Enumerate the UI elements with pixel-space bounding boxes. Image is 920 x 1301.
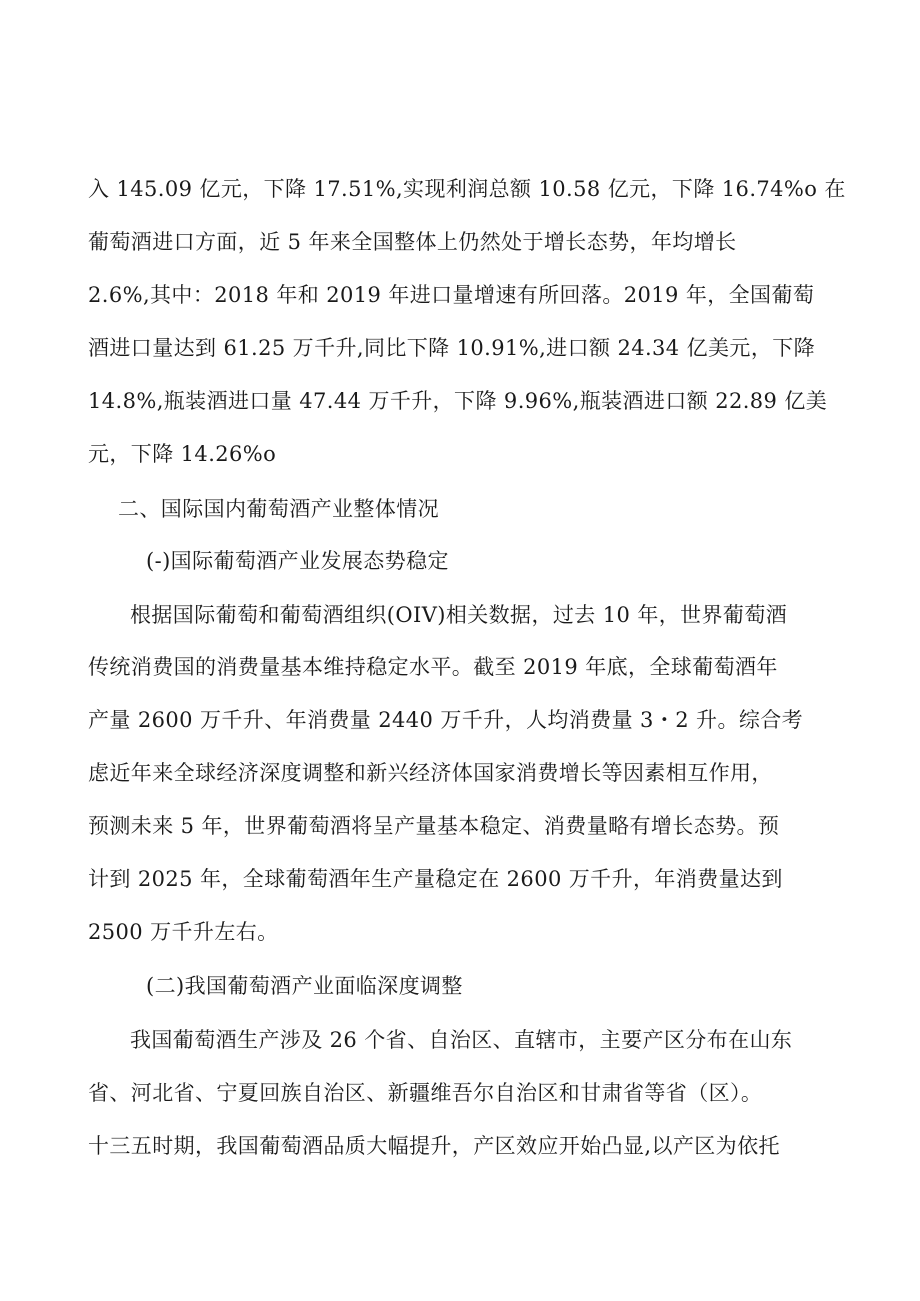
paragraph-line: 十三五时期，我国葡萄酒品质大幅提升，产区效应开始凸显,以产区为依托 [88, 1134, 780, 1158]
paragraph-line: 产量 2600 万千升、年消费量 2440 万千升，人均消费量 3・2 升。综合考 [88, 708, 804, 732]
paragraph-line: 省、河北省、宁夏回族自治区、新疆维吾尔自治区和甘肃省等省（区）。 [88, 1081, 763, 1105]
paragraph-line: 2500 万千升左右。 [88, 920, 279, 944]
paragraph-line: 虑近年来全球经济深度调整和新兴经济体国家消费增长等因素相互作用， [88, 761, 773, 785]
paragraph-line: 元，下降 14.26%o [88, 442, 277, 466]
subsection-heading: (二)我国葡萄酒产业面临深度调整 [146, 974, 463, 998]
paragraph-line: 酒进口量达到 61.25 万千升,同比下降 10.91%,进口额 24.34 亿美元，下降 [88, 336, 816, 360]
paragraph-line: 入 145.09 亿元，下降 17.51%,实现利润总额 10.58 亿元，下降 16.74%o 在 [88, 177, 846, 201]
subsection-heading: (-)国际葡萄酒产业发展态势稳定 [146, 549, 449, 573]
paragraph-line: 葡萄酒进口方面，近 5 年来全国整体上仍然处于增长态势，年均增长 [88, 230, 737, 254]
paragraph-line: 预测未来 5 年，世界葡萄酒将呈产量基本稳定、消费量略有增长态势。预 [88, 814, 780, 838]
paragraph-line: 传统消费国的消费量基本维持稳定水平。截至 2019 年底，全球葡萄酒年 [88, 655, 778, 679]
paragraph-line: 我国葡萄酒生产涉及 26 个省、自治区、直辖市，主要产区分布在山东 [130, 1028, 793, 1052]
paragraph-line: 2.6%,其中：2018 年和 2019 年进口量增速有所回落。2019 年，全国葡萄 [88, 283, 815, 307]
paragraph-line: 根据国际葡萄和葡萄酒组织(OIV)相关数据，过去 10 年，世界葡萄酒 [130, 603, 788, 627]
paragraph-line: 计到 2025 年，全球葡萄酒年生产量稳定在 2600 万千升，年消费量达到 [88, 867, 783, 891]
paragraph-line: 14.8%,瓶装酒进口量 47.44 万千升，下降 9.96%,瓶装酒进口额 22.89 亿美 [88, 389, 828, 413]
section-heading: 二、国际国内葡萄酒产业整体情况 [118, 497, 439, 521]
